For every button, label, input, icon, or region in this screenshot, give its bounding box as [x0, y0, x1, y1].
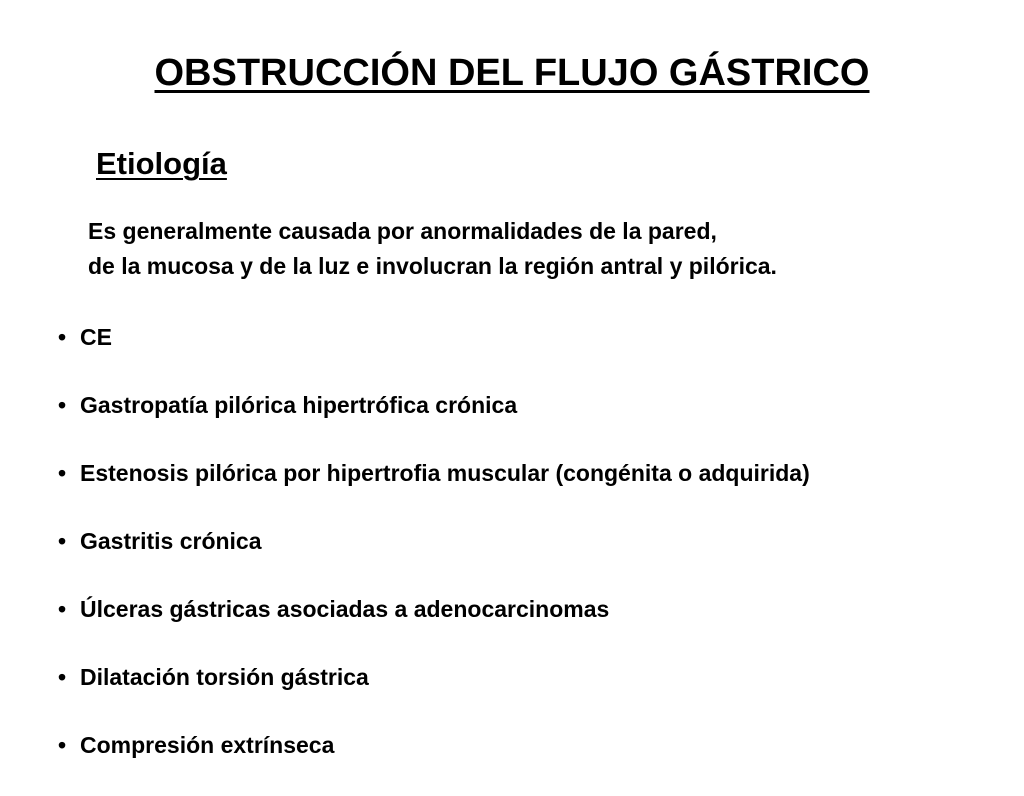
list-item — [58, 728, 810, 796]
intro-line-2: de la mucosa y de la luz e involucran la región antral y pilórica. — [88, 253, 777, 279]
etiology-list — [58, 320, 810, 796]
list-item — [58, 320, 810, 388]
list-item — [58, 388, 810, 456]
bullet-icon: • — [58, 596, 67, 622]
bullet-icon: • — [58, 460, 67, 486]
bullet-icon: • — [58, 664, 67, 690]
list-item — [58, 660, 810, 728]
list-item-text: Dilatación torsión gástrica — [80, 664, 369, 690]
bullet-icon: • — [58, 732, 67, 758]
intro-line-1: Es generalmente causada por anormalidades de la pared, — [88, 218, 717, 244]
list-item — [58, 456, 810, 524]
bullet-icon: • — [58, 324, 67, 350]
list-item-text: Úlceras gástricas asociadas a adenocarcinomas — [80, 596, 610, 622]
list-item-text: Compresión extrínseca — [80, 732, 335, 758]
slide-title: OBSTRUCCIÓN DEL FLUJO GÁSTRICO — [154, 52, 870, 94]
intro-paragraph — [88, 214, 777, 284]
list-item-text: Gastropatía pilórica hipertrófica crónica — [80, 392, 518, 418]
list-item-text: Gastritis crónica — [80, 528, 262, 554]
list-item — [58, 592, 810, 660]
section-heading: Etiología — [96, 146, 227, 181]
list-item — [58, 524, 810, 592]
list-item-text: CE — [80, 324, 112, 350]
bullet-icon: • — [58, 392, 67, 418]
list-item-text: Estenosis pilórica por hipertrofia muscular (congénita o adquirida) — [80, 460, 810, 486]
bullet-icon: • — [58, 528, 67, 554]
